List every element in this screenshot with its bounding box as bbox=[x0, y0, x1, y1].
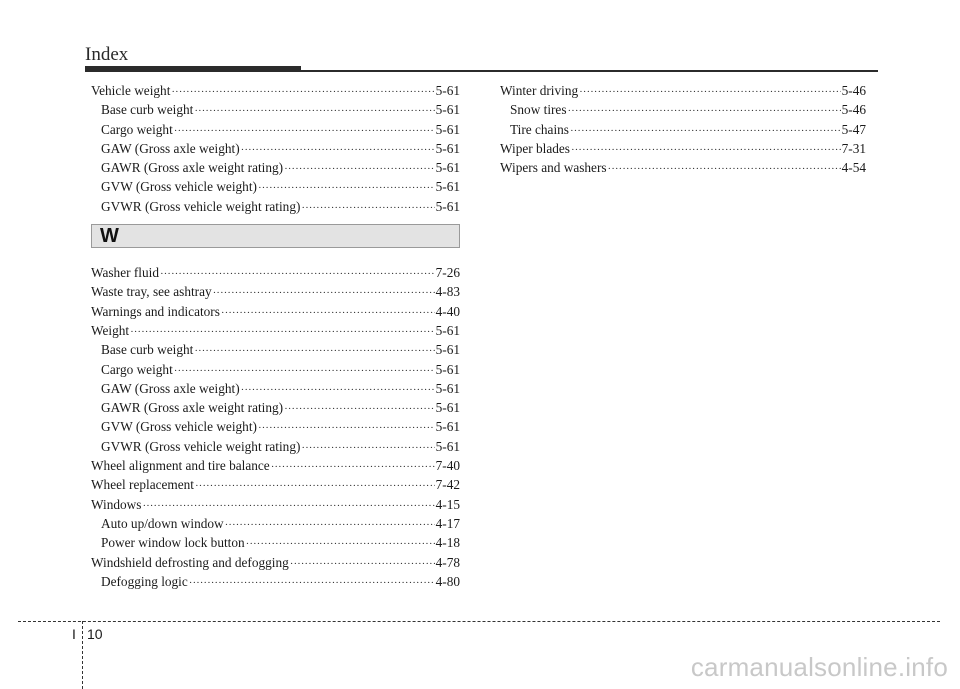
dot-leader bbox=[571, 140, 841, 159]
entry-page: 5-61 bbox=[435, 179, 460, 195]
index-entry bbox=[500, 159, 866, 178]
dot-leader bbox=[174, 361, 435, 380]
footer-section-label: I bbox=[72, 626, 76, 642]
entry-page: 5-61 bbox=[435, 83, 460, 98]
section-header-w bbox=[91, 224, 460, 248]
vehicle-weight-entries bbox=[91, 82, 460, 217]
footer-page-number: 10 bbox=[87, 626, 103, 642]
entry-term: Wiper blades bbox=[500, 140, 570, 156]
index-subentry bbox=[91, 361, 460, 380]
entry-page: 7-40 bbox=[435, 458, 460, 474]
entry-page: 4-78 bbox=[435, 554, 460, 570]
index-subentry bbox=[91, 380, 460, 399]
dot-leader bbox=[189, 573, 435, 592]
entry-term: Windows bbox=[91, 496, 142, 512]
dot-leader bbox=[221, 303, 435, 322]
entry-page: 7-31 bbox=[841, 140, 866, 156]
index-entry bbox=[91, 322, 460, 341]
index-entry bbox=[91, 283, 460, 302]
entry-page: 5-61 bbox=[435, 198, 460, 214]
index-entry bbox=[500, 82, 866, 101]
dot-leader bbox=[608, 159, 841, 178]
dot-leader bbox=[290, 554, 435, 573]
index-entry bbox=[91, 496, 460, 515]
entry-term: GVWR (Gross vehicle weight rating) bbox=[101, 438, 301, 454]
dot-leader bbox=[195, 476, 435, 495]
entry-page: 4-40 bbox=[435, 303, 460, 319]
entry-page: 5-61 bbox=[435, 102, 460, 118]
dot-leader bbox=[579, 82, 841, 101]
dot-leader bbox=[160, 264, 435, 283]
index-subentry bbox=[91, 418, 460, 437]
entry-term: Wipers and washers bbox=[500, 160, 607, 176]
dot-leader bbox=[570, 121, 841, 140]
entry-page: 5-61 bbox=[435, 419, 460, 435]
entry-term: Cargo weight bbox=[101, 121, 173, 137]
entry-term: GAWR (Gross axle weight rating) bbox=[101, 400, 284, 416]
dot-leader bbox=[241, 380, 435, 399]
index-subentry bbox=[91, 438, 460, 457]
footer-divider bbox=[82, 621, 83, 689]
dot-leader bbox=[246, 534, 435, 553]
entry-term: Base curb weight bbox=[101, 342, 194, 358]
watermark: carmanualsonline.info bbox=[690, 652, 948, 682]
index-entry bbox=[91, 476, 460, 495]
entry-term: Cargo weight bbox=[101, 361, 173, 377]
dot-leader bbox=[301, 438, 434, 457]
entry-page: 5-61 bbox=[435, 160, 460, 176]
dot-leader bbox=[258, 178, 435, 197]
entry-page: 4-18 bbox=[435, 535, 460, 551]
entry-term: Wheel alignment and tire balance bbox=[91, 458, 270, 474]
entry-page: 5-46 bbox=[841, 102, 866, 118]
entry-page: 5-61 bbox=[435, 342, 460, 358]
dot-leader bbox=[142, 496, 434, 515]
entry-page: 5-61 bbox=[435, 400, 460, 416]
entry-term: GAW (Gross axle weight) bbox=[101, 140, 240, 156]
footer-rule bbox=[18, 621, 940, 622]
index-subentry bbox=[91, 399, 460, 418]
entry-term: Base curb weight bbox=[101, 102, 194, 118]
index-subentry bbox=[91, 178, 460, 197]
entry-term: Warnings and indicators bbox=[91, 303, 220, 319]
entry-page: 5-61 bbox=[435, 438, 460, 454]
entry-page: 5-61 bbox=[435, 322, 460, 338]
entry-page: 5-61 bbox=[435, 121, 460, 137]
entry-term: Weight bbox=[91, 322, 130, 338]
dot-leader bbox=[213, 283, 435, 302]
dot-leader bbox=[171, 82, 434, 101]
entry-page: 4-54 bbox=[841, 160, 866, 176]
index-subentry bbox=[91, 534, 460, 553]
index-entry bbox=[91, 303, 460, 322]
index-subentry bbox=[91, 140, 460, 159]
entry-term: Defogging logic bbox=[101, 573, 188, 589]
index-entry bbox=[91, 264, 460, 283]
index-subentry bbox=[91, 198, 460, 217]
index-column-right bbox=[500, 82, 866, 178]
dot-leader bbox=[284, 159, 435, 178]
entry-term: Winter driving bbox=[500, 83, 579, 98]
entry-term: Washer fluid bbox=[91, 265, 159, 281]
section-letter: W bbox=[100, 224, 119, 247]
w-entries bbox=[91, 264, 460, 592]
entry-term: Auto up/down window bbox=[101, 515, 224, 531]
dot-leader bbox=[194, 101, 434, 120]
entry-term: Wheel replacement bbox=[91, 477, 194, 493]
index-subentry bbox=[91, 159, 460, 178]
index-column-left bbox=[91, 82, 460, 592]
entry-page: 5-61 bbox=[435, 361, 460, 377]
index-subentry bbox=[91, 573, 460, 592]
dot-leader bbox=[194, 341, 434, 360]
entry-term: GAW (Gross axle weight) bbox=[101, 380, 240, 396]
dot-leader bbox=[258, 418, 435, 437]
dot-leader bbox=[301, 198, 434, 217]
entry-term: Snow tires bbox=[510, 102, 567, 118]
dot-leader bbox=[130, 322, 435, 341]
entry-term: Power window lock button bbox=[101, 535, 245, 551]
header-rule-thick bbox=[85, 66, 301, 72]
dot-leader bbox=[241, 140, 435, 159]
entry-page: 5-46 bbox=[841, 83, 866, 98]
dot-leader bbox=[284, 399, 435, 418]
index-subentry bbox=[91, 515, 460, 534]
entry-term: GVW (Gross vehicle weight) bbox=[101, 179, 257, 195]
entry-term: Windshield defrosting and defogging bbox=[91, 554, 289, 570]
entry-term: GAWR (Gross axle weight rating) bbox=[101, 160, 284, 176]
index-entry bbox=[91, 457, 460, 476]
header-rule-thin bbox=[301, 70, 878, 72]
entry-page: 5-61 bbox=[435, 140, 460, 156]
index-subentry bbox=[91, 121, 460, 140]
entry-page: 7-26 bbox=[435, 265, 460, 281]
index-subentry bbox=[91, 101, 460, 120]
page-title: Index bbox=[85, 44, 129, 65]
entry-page: 4-80 bbox=[435, 573, 460, 589]
index-subentry bbox=[500, 121, 866, 140]
dot-leader bbox=[568, 101, 841, 120]
entry-page: 5-47 bbox=[841, 121, 866, 137]
entry-page: 4-15 bbox=[435, 496, 460, 512]
index-entry bbox=[91, 554, 460, 573]
entry-page: 4-83 bbox=[435, 284, 460, 300]
entry-page: 4-17 bbox=[435, 515, 460, 531]
index-entry bbox=[500, 140, 866, 159]
dot-leader bbox=[271, 457, 435, 476]
entry-term: GVWR (Gross vehicle weight rating) bbox=[101, 198, 301, 214]
entry-term: Vehicle weight bbox=[91, 83, 171, 98]
index-subentry bbox=[91, 341, 460, 360]
entry-page: 5-61 bbox=[435, 380, 460, 396]
entry-term: Tire chains bbox=[510, 121, 569, 137]
entry-term: GVW (Gross vehicle weight) bbox=[101, 419, 257, 435]
right-entries bbox=[500, 82, 866, 178]
index-subentry bbox=[500, 101, 866, 120]
entry-term: Waste tray, see ashtray bbox=[91, 284, 212, 300]
index-entry bbox=[91, 82, 460, 101]
dot-leader bbox=[174, 121, 435, 140]
entry-page: 7-42 bbox=[435, 477, 460, 493]
dot-leader bbox=[225, 515, 435, 534]
